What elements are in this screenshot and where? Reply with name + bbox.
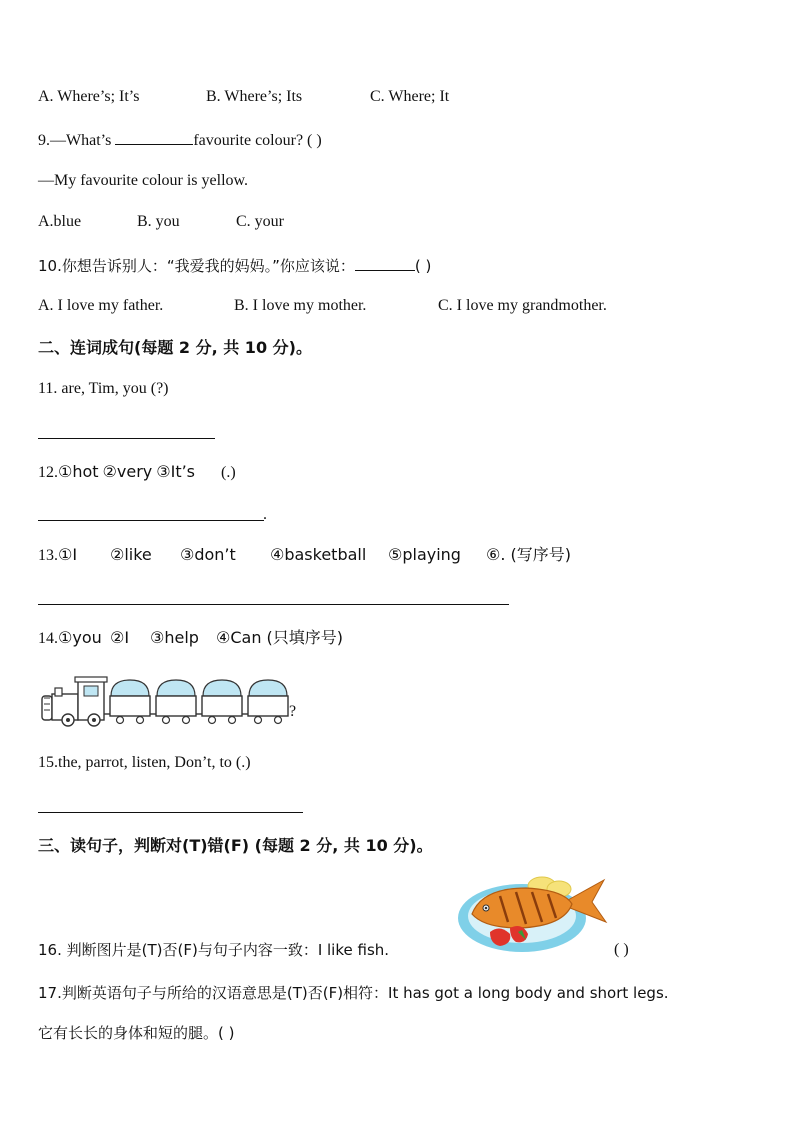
q16-answer-paren[interactable]: ( ) bbox=[614, 941, 629, 958]
q10-option-b[interactable]: B. I love my mother. bbox=[234, 297, 367, 314]
q17-question: 17.判断英语句子与所给的汉语意思是(T)否(F)相符：It has got a long body and short legs. bbox=[38, 984, 669, 1002]
q14-word-3: ③help bbox=[150, 628, 199, 647]
q13-word-6: ⑥. (写序号) bbox=[486, 545, 572, 564]
q10-option-a[interactable]: A. I love my father. bbox=[38, 297, 164, 314]
q9-answer-line: —My favourite colour is yellow. bbox=[38, 172, 249, 189]
q13-word-1: ①I bbox=[58, 545, 78, 564]
train-car-4[interactable] bbox=[248, 680, 288, 724]
section-3-heading: 三、读句子，判断对(T)错(F) (每题 2 分, 共 10 分)。 bbox=[38, 836, 433, 855]
train-illustration bbox=[40, 674, 302, 730]
q9-prefix: 9.—What’s bbox=[38, 132, 116, 149]
q15-question: 15.the, parrot, listen, Don’t, to (.) bbox=[38, 754, 251, 771]
q12-word-3: ③It’s bbox=[156, 462, 196, 481]
q13-answer-line[interactable] bbox=[38, 604, 509, 605]
q11-question: 11. are, Tim, you (?) bbox=[38, 380, 169, 397]
q15-answer-line[interactable] bbox=[38, 812, 303, 813]
q17-translation[interactable]: 它有长长的身体和短的腿。( ) bbox=[38, 1024, 235, 1042]
q10-prefix: 10.你想告诉别人：“我爱我的妈妈。”你应该说： bbox=[38, 257, 355, 275]
q10-answer-blank[interactable] bbox=[355, 255, 415, 271]
q10-suffix: ( ) bbox=[414, 257, 432, 275]
q8-option-a[interactable]: A. Where’s; It’s bbox=[38, 88, 140, 105]
q10-option-c[interactable]: C. I love my grandmother. bbox=[438, 297, 607, 314]
train-question-mark: ? bbox=[289, 703, 297, 720]
q11-answer-line[interactable] bbox=[38, 438, 215, 439]
fish-plate-illustration bbox=[456, 870, 608, 960]
q8-option-c[interactable]: C. Where; It bbox=[370, 88, 450, 105]
q12-word-2: ②very bbox=[102, 462, 153, 481]
q12-word-1: ①hot bbox=[58, 462, 99, 481]
q9-question bbox=[38, 129, 322, 151]
q10-question bbox=[38, 255, 431, 276]
q13-question bbox=[38, 545, 571, 566]
q9-options bbox=[38, 212, 284, 232]
q8-options bbox=[38, 87, 449, 107]
q12-number: 12. bbox=[38, 464, 58, 481]
q12-end-punct: (.) bbox=[221, 464, 236, 481]
q13-word-3: ③don’t bbox=[180, 545, 236, 564]
q14-word-2: ②I bbox=[110, 628, 130, 647]
q8-option-b[interactable]: B. Where’s; Its bbox=[206, 88, 303, 105]
section-2-heading: 二、连词成句(每题 2 分, 共 10 分)。 bbox=[38, 338, 312, 357]
q13-word-5: ⑤playing bbox=[388, 545, 461, 564]
q13-word-2: ②like bbox=[110, 545, 152, 564]
q12-answer-line[interactable] bbox=[38, 520, 264, 521]
q9-suffix: favourite colour? ( ) bbox=[193, 132, 322, 149]
q9-option-b[interactable]: B. you bbox=[137, 213, 180, 230]
q14-word-1: ①you bbox=[58, 628, 102, 647]
q14-word-4: ④Can (只填序号) bbox=[216, 628, 344, 647]
q9-option-a[interactable]: A.blue bbox=[38, 213, 82, 230]
train-engine bbox=[42, 677, 110, 726]
train-car-1[interactable] bbox=[110, 680, 156, 724]
q14-question bbox=[38, 628, 343, 649]
q14-number: 14. bbox=[38, 630, 58, 647]
q16-question: 16. 判断图片是(T)否(F)与句子内容一致：I like fish. bbox=[38, 941, 390, 959]
train-car-3[interactable] bbox=[202, 680, 248, 724]
q9-option-c[interactable]: C. your bbox=[236, 213, 284, 230]
q10-options bbox=[38, 296, 607, 316]
train-car-2[interactable] bbox=[156, 680, 202, 724]
q13-number: 13. bbox=[38, 547, 58, 564]
q12-question bbox=[38, 462, 236, 483]
q12-answer-period: . bbox=[263, 506, 267, 523]
q9-answer-blank[interactable] bbox=[115, 129, 193, 145]
q13-word-4: ④basketball bbox=[270, 545, 367, 564]
